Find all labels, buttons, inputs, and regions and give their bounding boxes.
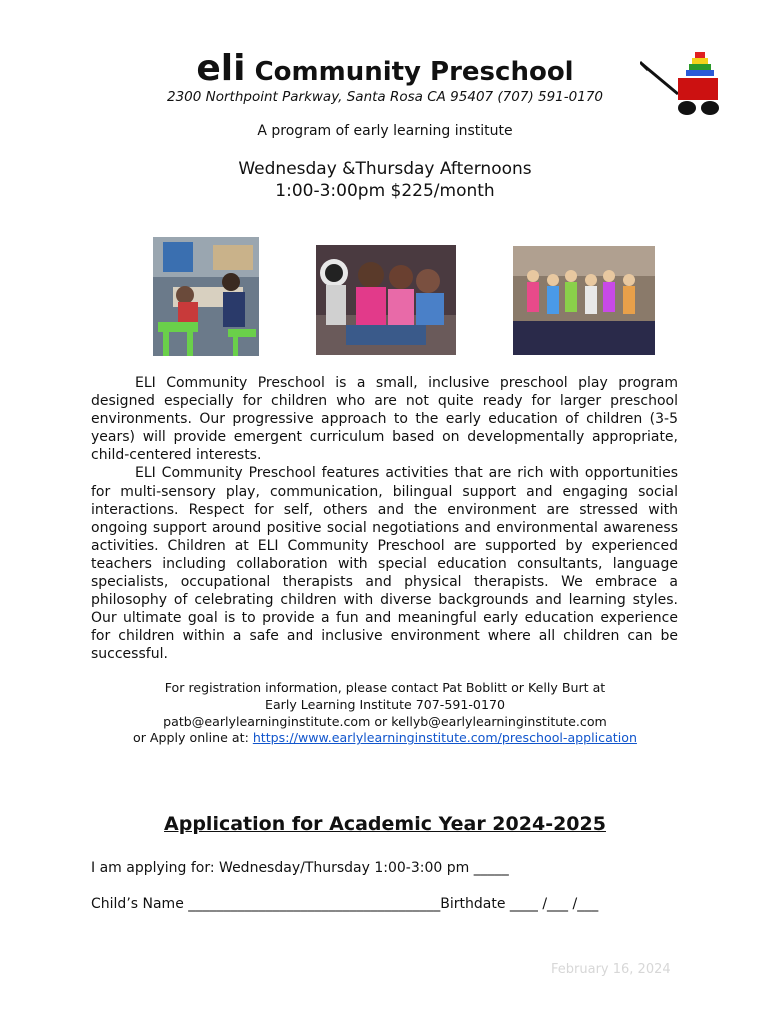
contact-emails: patb@earlylearninginstitute.com or kellyb@earlylearninginstitute.com (163, 713, 607, 729)
apply-line (0, 730, 770, 747)
schedule-time-price: 1:00-3:00pm $225/month (275, 181, 495, 201)
classroom-photo-1 (153, 237, 259, 356)
contact-line-2: Early Learning Institute 707-591-0170 (264, 696, 505, 712)
applying-for-field: I am applying for: Wednesday/Thursday 1:00-3:00 pm _____ (91, 860, 509, 876)
application-title: Application for Academic Year 2024-2025 (164, 813, 606, 835)
child-name-birthdate-field: Child’s Name ____________________________________Birthdate ____ /___ /___ (91, 896, 599, 912)
brand-name: eli (196, 48, 246, 89)
apply-prefix: or Apply online at: (133, 730, 253, 746)
description-paragraph-2: ELI Community Preschool features activities that are rich with opportunities for multi-sensory play, communication, bilingual support and engaging social interactions. Respect for self, others and the environment are stressed with ongoing support around positive social negotiations and environmental awareness activities. Children at ELI Community Preschool are supported by experienced teachers including collaboration with special education consultants, language specialists, occupational therapists and physical therapists. We embrace a philosophy of celebrating children with diverse backgrounds and learning styles. Our ultimate goal is to provide a fun and meaningful early education experience for children within a safe and inclusive environment where all children can be successful. (91, 465, 678, 663)
children-photo-3 (513, 246, 655, 355)
school-address: 2300 Northpoint Parkway, Santa Rosa CA 95407 (707) 591-0170 (166, 89, 603, 105)
schedule-block (0, 158, 770, 202)
wagon-logo-icon (640, 50, 722, 118)
description-text (91, 374, 678, 664)
description-paragraph-1: ELI Community Preschool is a small, inclusive preschool play program designed especially for children who are not quite ready for larger preschool environments. Our progressive approach to the early education of children (3-5 years) will provide emergent curriculum based on developmentally appropriate, child-centered interests. (91, 375, 678, 464)
document-date: February 16, 2024 (551, 962, 671, 977)
program-subtitle: A program of early learning institute (257, 123, 513, 139)
title-rest: Community Preschool (254, 57, 574, 87)
schedule-days: Wednesday &Thursday Afternoons (238, 159, 532, 179)
apply-online-link[interactable]: https://www.earlylearninginstitute.com/preschool-application (252, 730, 637, 746)
children-photo-2 (316, 245, 456, 355)
contact-line-1: For registration information, please contact Pat Boblitt or Kelly Burt at (164, 680, 606, 695)
contact-block (0, 680, 770, 747)
